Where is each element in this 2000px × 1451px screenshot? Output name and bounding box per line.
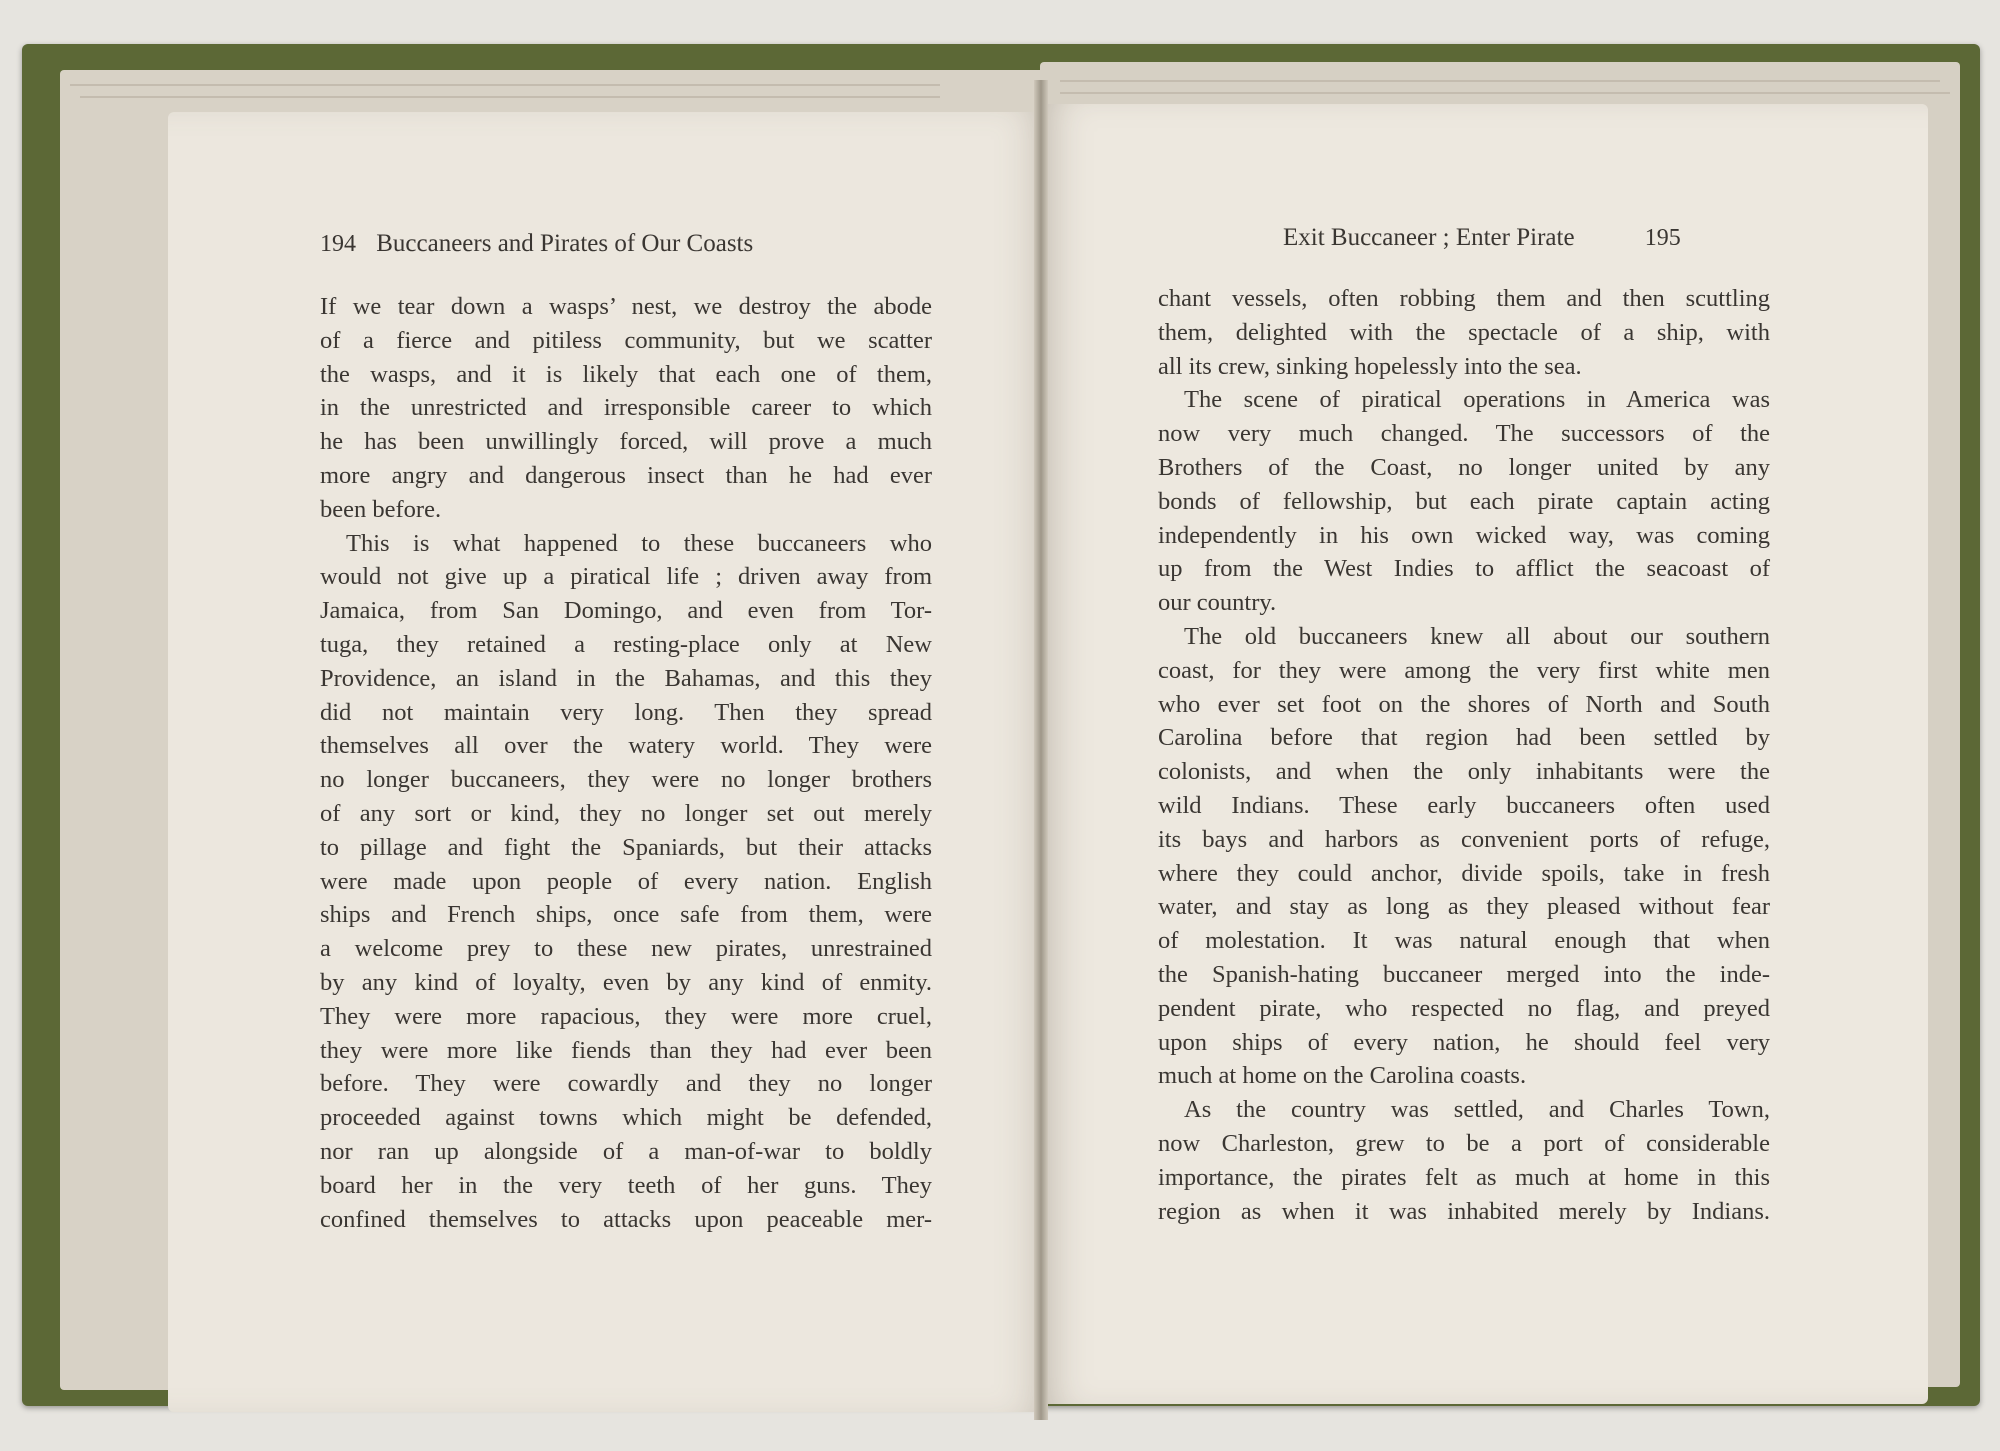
- page-number: 194: [320, 231, 356, 257]
- text-line: tuga, they retained a resting-place only at New: [320, 630, 932, 658]
- running-head-title: Exit Buccaneer ; Enter Pirate: [1283, 224, 1575, 251]
- text-line: in the unrestricted and irresponsible career to which: [320, 394, 932, 422]
- text-line: importance, the pirates felt as much at home in this: [1158, 1163, 1770, 1191]
- text-line: now Charleston, grew to be a port of considerable: [1158, 1129, 1770, 1157]
- text-line: confined themselves to attacks upon peaceable mer-: [320, 1205, 932, 1233]
- text-line: This is what happened to these buccaneers who: [346, 529, 932, 557]
- text-line: all its crew, sinking hopelessly into the sea.: [1158, 352, 1582, 380]
- right-running-head: [1283, 224, 1681, 252]
- text-line: more angry and dangerous insect than he had ever: [320, 461, 932, 489]
- text-line: of any sort or kind, they no longer set out merely: [320, 799, 932, 827]
- text-line: colonists, and when the only inhabitants were the: [1158, 758, 1770, 786]
- text-line: of a fierce and pitiless community, but we scatter: [320, 326, 932, 354]
- right-page-body: [1158, 282, 1770, 1228]
- text-line: Jamaica, from San Domingo, and even from Tor-: [320, 597, 932, 625]
- running-head-title: Buccaneers and Pirates of Our Coasts: [376, 230, 754, 257]
- page-edge: [1060, 80, 1940, 82]
- text-line: he has been unwillingly forced, will prove a much: [320, 428, 932, 456]
- text-line: would not give up a piratical life ; driven away from: [320, 563, 932, 591]
- text-line: coast, for they were among the very first white men: [1158, 656, 1770, 684]
- text-line: The old buccaneers knew all about our southern: [1184, 622, 1770, 650]
- text-line: its bays and harbors as convenient ports of refuge,: [1158, 825, 1770, 853]
- text-line: region as when it was inhabited merely by Indians.: [1158, 1197, 1770, 1225]
- page-number: 195: [1644, 225, 1681, 251]
- left-page-body: [320, 290, 932, 1236]
- text-line: nor ran up alongside of a man-of-war to boldly: [320, 1137, 932, 1165]
- page-edge: [70, 84, 940, 86]
- text-line: Carolina before that region had been settled by: [1158, 724, 1770, 752]
- text-line: Brothers of the Coast, no longer united by any: [1158, 453, 1770, 481]
- text-line: The scene of piratical operations in America was: [1184, 386, 1770, 414]
- text-line: by any kind of loyalty, even by any kind of enmity.: [320, 968, 932, 996]
- text-line: were made upon people of every nation. English: [320, 867, 932, 895]
- text-line: of molestation. It was natural enough that when: [1158, 927, 1770, 955]
- text-line: them, delighted with the spectacle of a ship, with: [1158, 318, 1770, 346]
- text-line: where they could anchor, divide spoils, take in fresh: [1158, 859, 1770, 887]
- book-gutter: [1034, 80, 1048, 1420]
- text-line: board her in the very teeth of her guns. They: [320, 1171, 932, 1199]
- text-line: wild Indians. These early buccaneers often used: [1158, 791, 1770, 819]
- text-line: much at home on the Carolina coasts.: [1158, 1062, 1527, 1090]
- text-line: did not maintain very long. Then they spread: [320, 698, 932, 726]
- text-line: bonds of fellowship, but each pirate captain acting: [1158, 487, 1770, 515]
- page-edge: [80, 96, 940, 98]
- text-line: ships and French ships, once safe from them, were: [320, 901, 932, 929]
- text-line: before. They were cowardly and they no longer: [320, 1070, 932, 1098]
- text-line: water, and stay as long as they pleased without fear: [1158, 893, 1770, 921]
- text-line: They were more rapacious, they were more cruel,: [320, 1002, 932, 1030]
- left-running-head: [320, 230, 753, 258]
- text-line: who ever set foot on the shores of North and South: [1158, 690, 1770, 718]
- text-line: pendent pirate, who respected no flag, and preyed: [1158, 994, 1770, 1022]
- page-edge: [1060, 92, 1950, 94]
- text-line: to pillage and fight the Spaniards, but their attacks: [320, 833, 932, 861]
- text-line: themselves all over the watery world. They were: [320, 732, 932, 760]
- text-line: been before.: [320, 495, 442, 523]
- text-line: As the country was settled, and Charles Town,: [1184, 1096, 1770, 1124]
- text-line: they were more like fiends than they had ever been: [320, 1036, 932, 1064]
- text-line: If we tear down a wasps’ nest, we destroy the abode: [320, 293, 932, 320]
- text-line: Providence, an island in the Bahamas, and this they: [320, 664, 932, 692]
- text-line: now very much changed. The successors of the: [1158, 420, 1770, 448]
- text-line: upon ships of every nation, he should feel very: [1158, 1028, 1770, 1056]
- text-line: the Spanish-hating buccaneer merged into the inde-: [1158, 960, 1770, 988]
- text-line: no longer buccaneers, they were no longer brothers: [320, 766, 932, 794]
- text-line: our country.: [1158, 589, 1277, 617]
- text-line: independently in his own wicked way, was coming: [1158, 521, 1770, 549]
- text-line: up from the West Indies to afflict the seacoast of: [1158, 555, 1770, 583]
- text-line: a welcome prey to these new pirates, unrestrained: [320, 935, 932, 963]
- text-line: proceeded against towns which might be defended,: [320, 1104, 932, 1132]
- text-line: chant vessels, often robbing them and then scuttling: [1158, 285, 1770, 312]
- text-line: the wasps, and it is likely that each one of them,: [320, 360, 932, 388]
